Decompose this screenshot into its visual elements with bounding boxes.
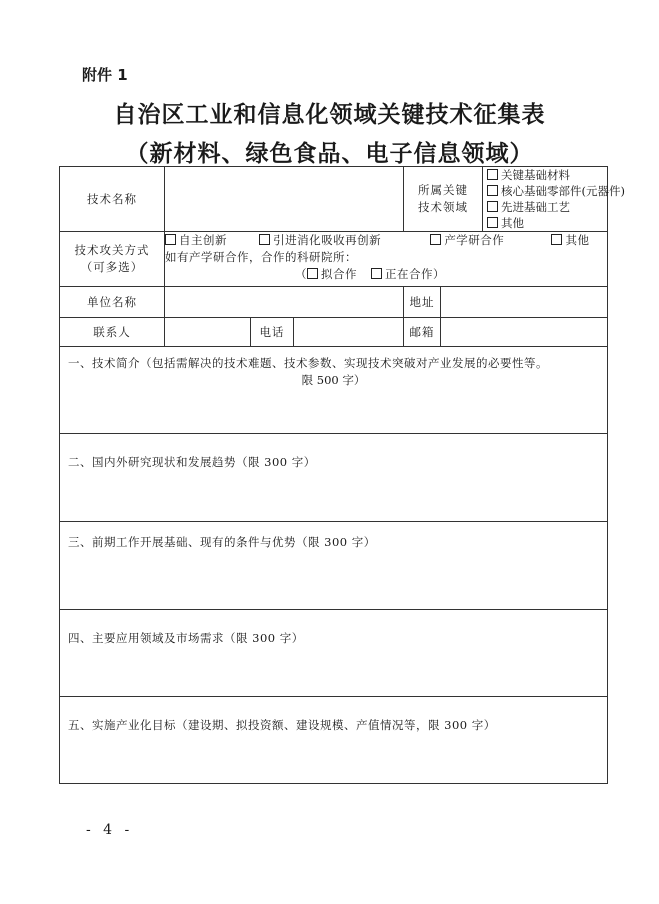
coop-paren-open: （ [295,267,307,281]
tech-method-label-line2: （可多选） [80,260,144,274]
checkbox-icon[interactable] [487,217,498,228]
method-option-label: 自主创新 [179,233,227,247]
domain-option-label: 关键基础材料 [501,168,570,182]
contact-input[interactable] [165,318,251,347]
method-option-label: 其他 [565,233,590,247]
domain-option-components[interactable] [487,183,625,199]
coop-question: 如有产学研合作，合作的科研院所： [165,250,357,264]
domain-option-process[interactable] [487,199,607,215]
tech-domain-label [404,167,483,232]
domain-option-other[interactable] [487,215,607,231]
checkbox-icon[interactable] [551,234,562,245]
checkbox-icon[interactable] [165,234,176,245]
email-label: 邮箱 [404,318,441,347]
checkbox-icon[interactable] [487,201,498,212]
form-subtitle: （新材料、绿色食品、电子信息领域） [125,141,534,167]
method-option-other[interactable] [551,232,589,249]
section-research-status[interactable] [60,434,608,522]
section-heading: 三、前期工作开展基础、现有的条件与优势（限 300 字） [68,535,376,549]
coop-option-ongoing[interactable] [371,266,433,283]
coop-paren-close: ） [433,267,445,281]
tech-method-label [60,232,165,287]
section-heading-line2: 限 500 字） [301,373,366,387]
phone-input[interactable] [294,318,404,347]
section-preliminary-work[interactable] [60,522,608,610]
tech-method-options [165,232,608,287]
domain-option-label: 其他 [501,216,524,230]
section-heading: 二、国内外研究现状和发展趋势（限 300 字） [68,455,316,469]
domain-option-label: 核心基础零部件(元器件) [501,184,625,198]
tech-name-input[interactable] [165,167,404,232]
form-title: 自治区工业和信息化领域关键技术征集表 [113,102,546,128]
coop-option-label: 正在合作 [385,267,433,281]
attachment-label: 附件 1 [82,66,128,84]
email-input[interactable] [441,318,608,347]
checkbox-icon[interactable] [487,185,498,196]
tech-method-label-line1: 技术攻关方式 [74,243,150,257]
tech-name-label: 技术名称 [60,167,165,232]
page-number: - 4 - [86,822,134,838]
method-option-import[interactable] [259,232,426,249]
checkbox-icon[interactable] [259,234,270,245]
checkbox-icon[interactable] [430,234,441,245]
section-application-market[interactable] [60,610,608,697]
method-option-label: 产学研合作 [444,233,505,247]
tech-domain-label-line2: 技术领域 [418,200,468,214]
collection-form-table [59,166,625,784]
address-label: 地址 [404,287,441,318]
section-heading: 五、实施产业化目标（建设期、拟投资额、建设规模、产值情况等，限 300 字） [68,718,496,732]
checkbox-icon[interactable] [487,169,498,180]
section-tech-intro[interactable] [60,347,608,434]
coop-status [165,266,607,283]
coop-option-label: 拟合作 [321,267,357,281]
method-option-label: 引进消化吸收再创新 [273,233,382,247]
section-heading: 一、技术简介（包括需解决的技术难题、技术参数、实现技术突破对产业发展的必要性等。 [68,356,548,370]
domain-option-label: 先进基础工艺 [501,200,570,214]
contact-label: 联系人 [60,318,165,347]
method-option-industry-academia[interactable] [430,232,547,249]
coop-option-planned[interactable] [307,266,357,283]
phone-label: 电话 [251,318,294,347]
address-input[interactable] [441,287,608,318]
unit-name-input[interactable] [165,287,404,318]
tech-domain-label-line1: 所属关键 [418,183,468,197]
unit-name-label: 单位名称 [60,287,165,318]
section-heading: 四、主要应用领域及市场需求（限 300 字） [68,631,304,645]
tech-domain-options [483,167,625,232]
domain-option-materials[interactable] [487,167,607,183]
method-option-independent[interactable] [165,232,255,249]
checkbox-icon[interactable] [371,268,382,279]
section-industrialization-goals[interactable] [60,697,608,784]
checkbox-icon[interactable] [307,268,318,279]
